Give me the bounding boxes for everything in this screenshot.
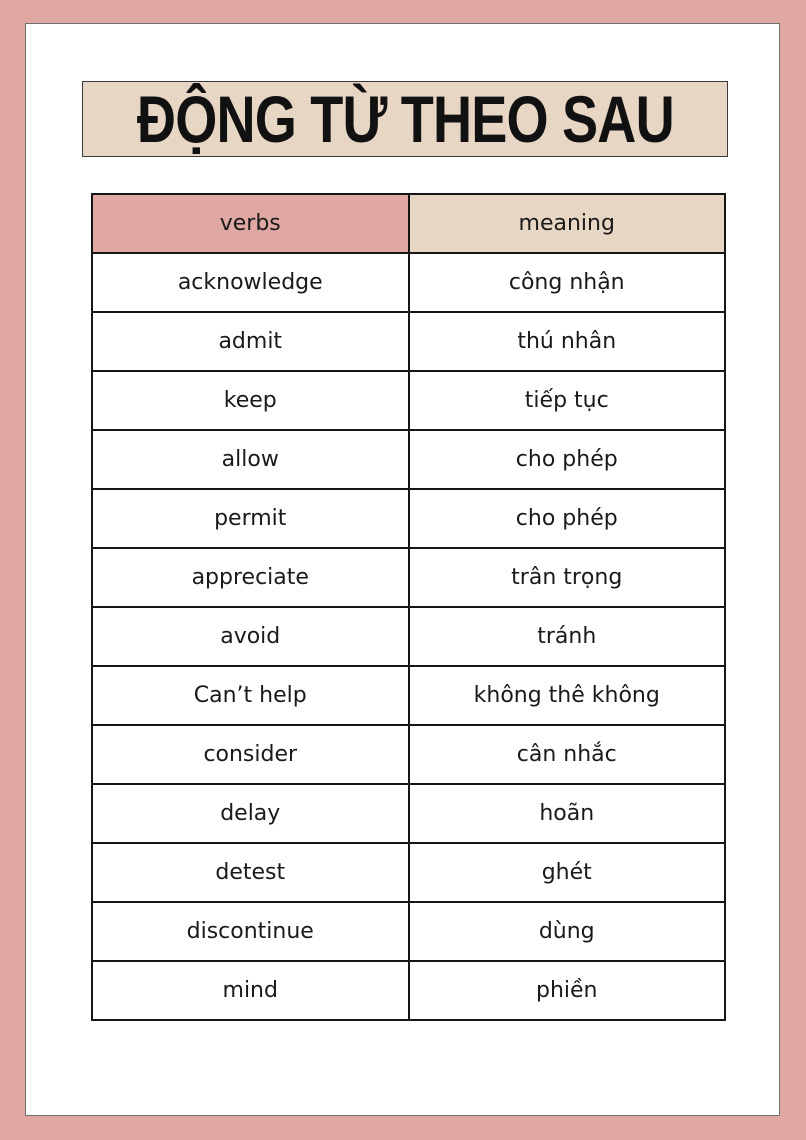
- meaning-cell: công nhận: [409, 253, 726, 312]
- meaning-cell: hoãn: [409, 784, 726, 843]
- verb-cell: admit: [92, 312, 409, 371]
- verb-cell: allow: [92, 430, 409, 489]
- meaning-cell: thú nhân: [409, 312, 726, 371]
- table-row: [92, 607, 725, 666]
- verb-cell: permit: [92, 489, 409, 548]
- verb-cell: Can’t help: [92, 666, 409, 725]
- meaning-cell: không thê không: [409, 666, 726, 725]
- verb-cell: appreciate: [92, 548, 409, 607]
- table-row: [92, 312, 725, 371]
- verb-cell: mind: [92, 961, 409, 1020]
- table-row: [92, 666, 725, 725]
- meaning-cell: tránh: [409, 607, 726, 666]
- header-verbs: verbs: [92, 194, 409, 253]
- table-row: [92, 725, 725, 784]
- meaning-cell: ghét: [409, 843, 726, 902]
- table-header-row: [92, 194, 725, 253]
- worksheet-page: [25, 23, 780, 1116]
- table-row: [92, 253, 725, 312]
- meaning-cell: trân trọng: [409, 548, 726, 607]
- meaning-cell: dùng: [409, 902, 726, 961]
- verb-cell: delay: [92, 784, 409, 843]
- verb-cell: acknowledge: [92, 253, 409, 312]
- table-row: [92, 961, 725, 1020]
- table-row: [92, 489, 725, 548]
- table-row: [92, 371, 725, 430]
- verb-cell: avoid: [92, 607, 409, 666]
- vocabulary-table: [91, 193, 726, 1021]
- table-row: [92, 843, 725, 902]
- verb-cell: consider: [92, 725, 409, 784]
- table-row: [92, 548, 725, 607]
- table-row: [92, 784, 725, 843]
- meaning-cell: phiền: [409, 961, 726, 1020]
- header-meaning: meaning: [409, 194, 726, 253]
- verb-cell: keep: [92, 371, 409, 430]
- verb-cell: detest: [92, 843, 409, 902]
- meaning-cell: cân nhắc: [409, 725, 726, 784]
- page-title: ĐỘNG TỪ THEO SAU: [136, 82, 674, 156]
- meaning-cell: tiếp tục: [409, 371, 726, 430]
- verb-cell: discontinue: [92, 902, 409, 961]
- meaning-cell: cho phép: [409, 430, 726, 489]
- title-banner: [82, 81, 728, 157]
- table-row: [92, 430, 725, 489]
- meaning-cell: cho phép: [409, 489, 726, 548]
- table-row: [92, 902, 725, 961]
